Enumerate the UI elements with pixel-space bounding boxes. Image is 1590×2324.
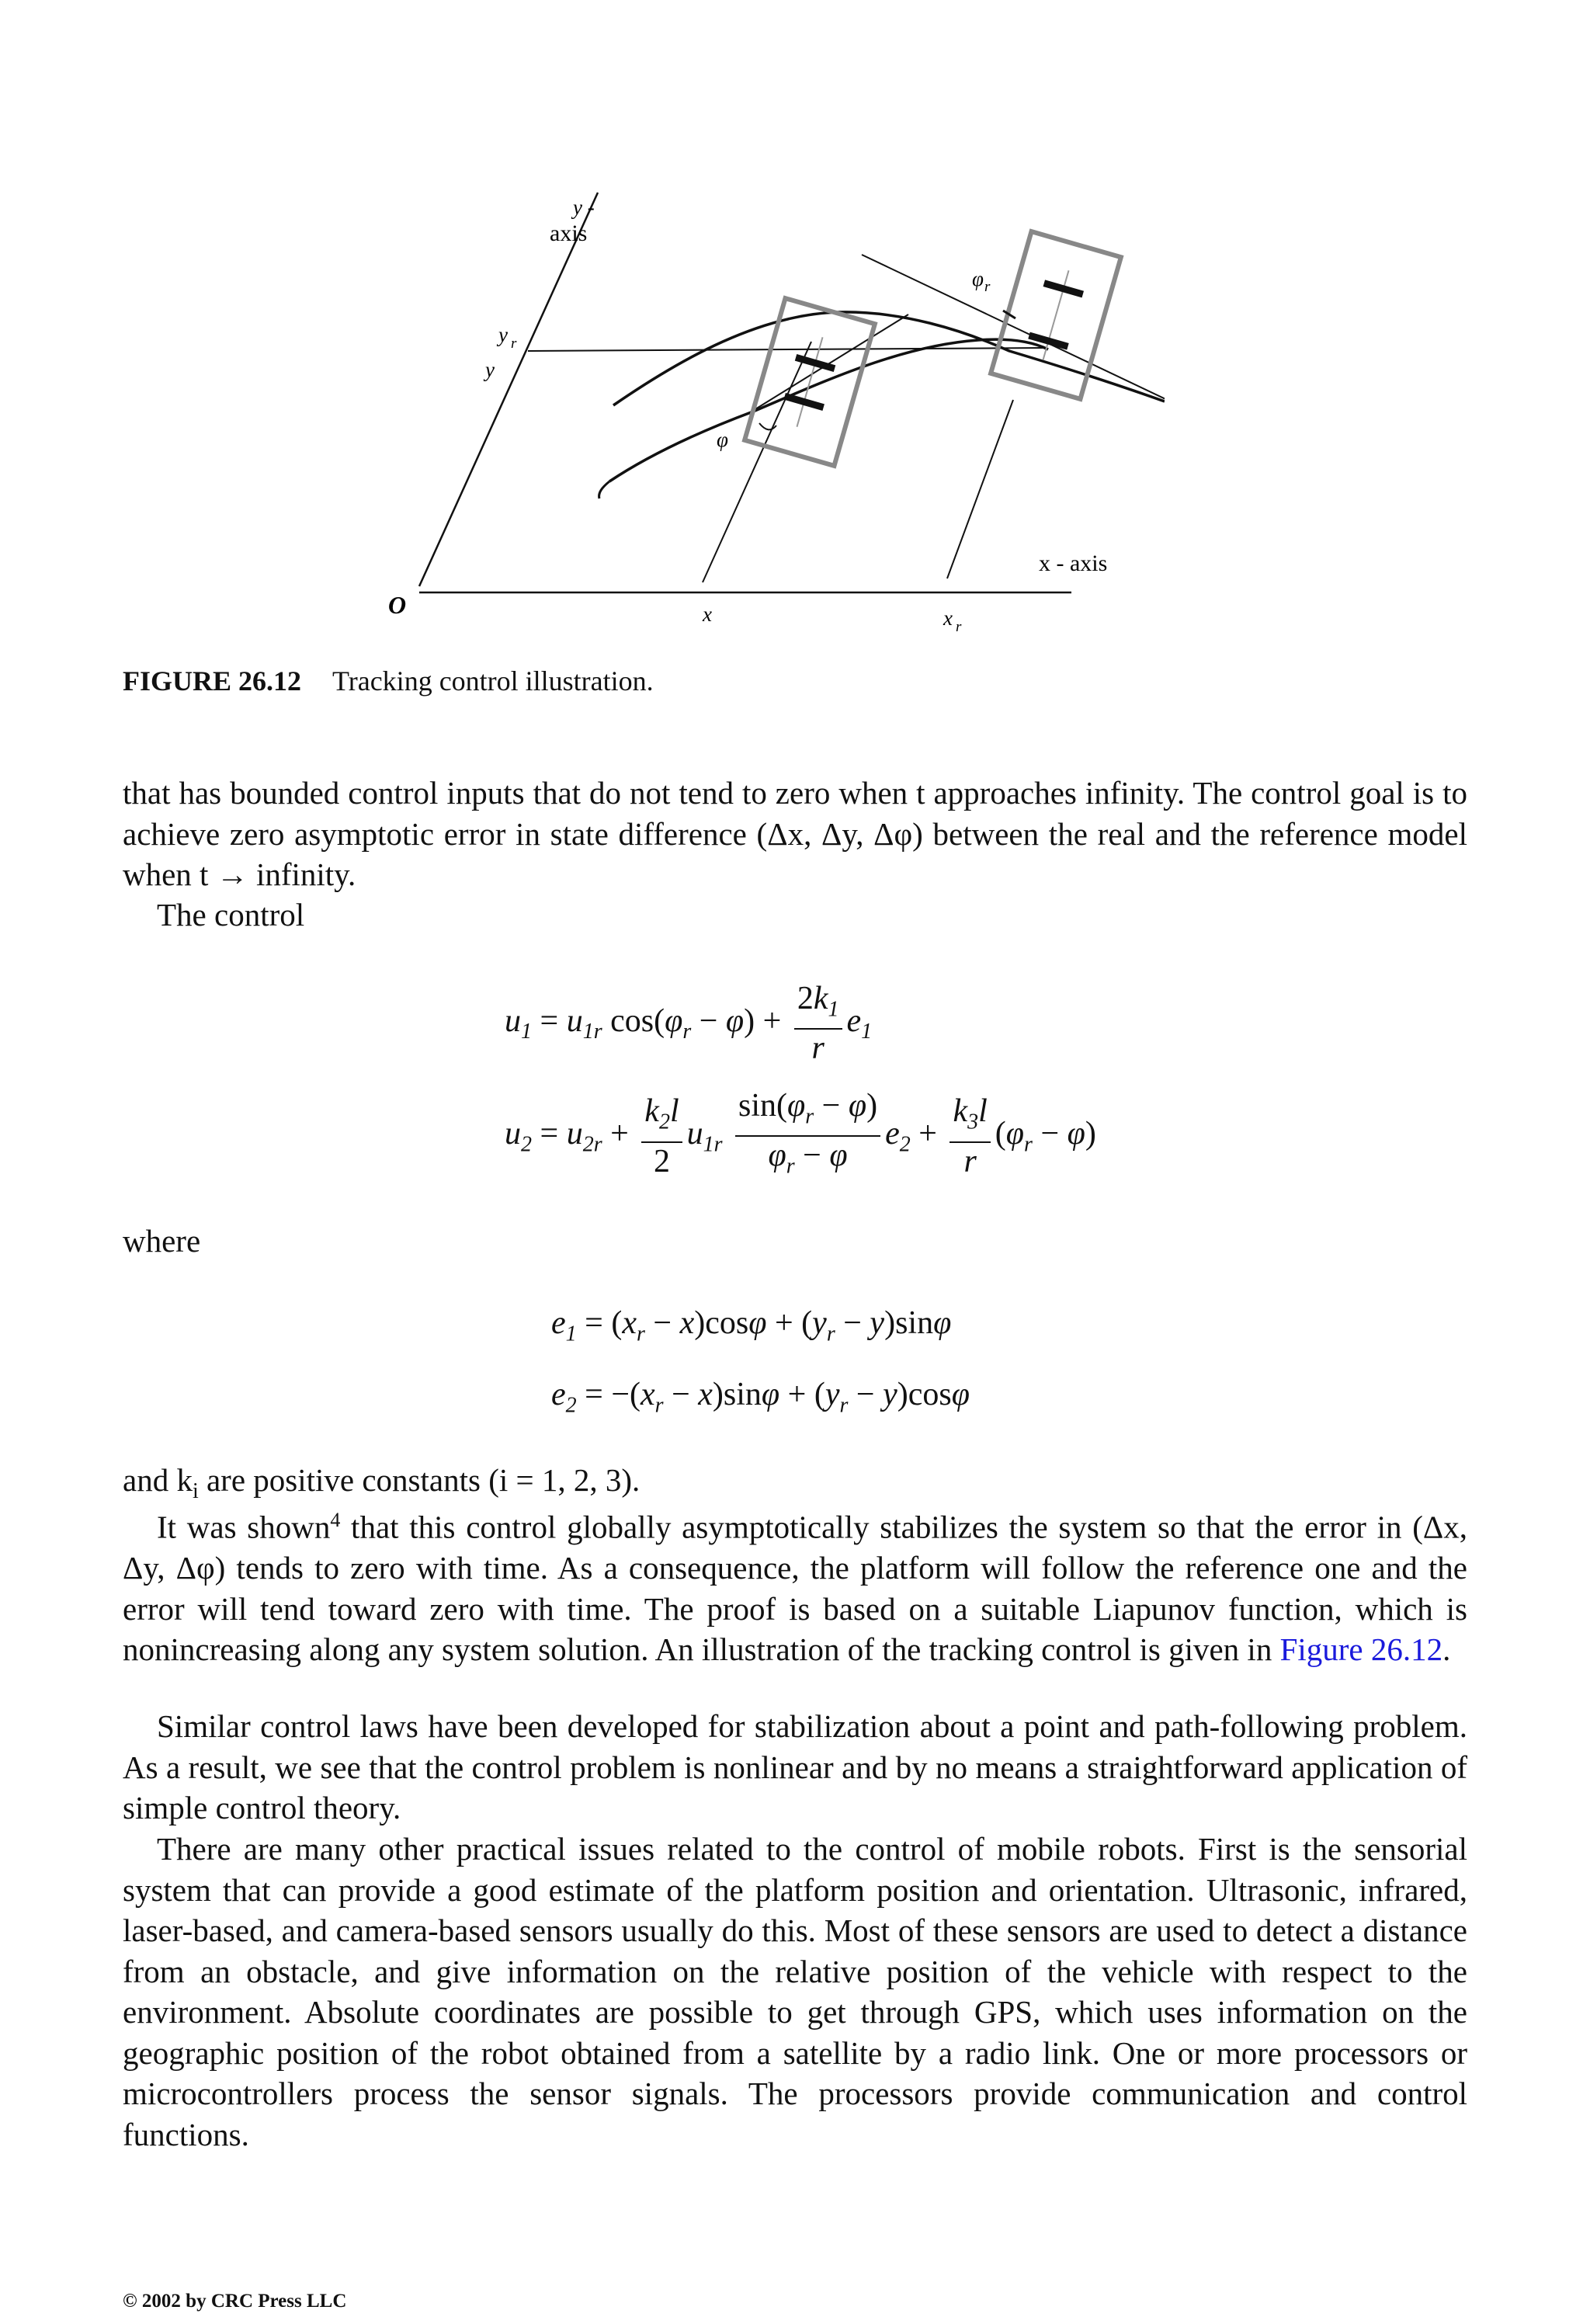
y-label: y [485,358,495,381]
figure-link[interactable]: Figure 26.12 [1279,1631,1443,1668]
x-label: x [703,603,712,626]
yr-label: y [498,323,508,346]
xr-label: x [943,606,953,630]
figure-caption-text: Tracking control illustration. [332,665,654,697]
xr-projection-line [947,400,1013,578]
constants-text: and k [123,1462,193,1498]
figure-number: FIGURE 26.12 [123,665,302,697]
y-axis-line [419,193,598,586]
phi-label: φ [717,428,728,451]
paragraph-the-control: The control [157,897,305,933]
yr-sub-label: r [511,335,517,352]
phir-sub-label: r [984,279,991,295]
yr-line [528,348,1044,351]
constants-subscript: i [192,1479,199,1504]
x-axis-label: x - axis [1039,551,1108,576]
stability-text-b: that this control globally asymptotically stabilizes the system so that the error in (Δx, Δy, Δφ) tends to zero with time. As a consequence, the platform will follow the reference one and the error will tend toward zero with time. The proof is based on a suitable Liapunov function, which is nonincreasing along any system solution. An illustration of the tracking control is given in [123,1509,1467,1668]
paragraph-where: where [123,1223,201,1259]
paragraph-practical-issues: There are many other practical issues related to the control of mobile robots. First is the sensorial system that can provide a good estimate of the platform position and orientation. Ultrasonic, infrared, laser-based, and camera-based sensors usually do this. Most of these sensors are used to detect a distance from an obstacle, and give information on the relative position of the vehicle with respect to the environment. Absolute coordinates are possible to get through GPS, which uses information on the geographic position of the robot obtained from a satellite by a radio link. One or more processors or microcontrollers process the sensor signals. The processors provide communication and control functions. [123,1831,1467,2152]
origin-label: O [388,591,407,619]
robot-trajectory [609,339,1048,481]
paragraph-similar-laws: Similar control laws have been developed for stabilization about a point and path-following problem. As a result, we see that the control problem is nonlinear and by no means a straightforward application of simple control theory. [123,1708,1467,1826]
paragraph-control-goal: that has bounded control inputs that do not tend to zero when t approaches infinity. The control goal is to achieve zero asymptotic error in state difference (Δx, Δy, Δφ) between the real and the reference model when t → infinity. [123,775,1467,892]
reference-heading-line [862,255,1165,412]
phir-label: φ [972,267,984,290]
stability-text-a: It was shown [157,1509,331,1545]
equation-u2: $u_2 = u_{2r}$ + $\frac{k_2l}{2}$ $u_{1r}$ $\frac{\sin(\varphi_r - \varphi)}{\varphi_r - \varphi}$ $e_2$ + $\frac{k_3l}{r}$ $(\varphi_r - \varphi)$ [505,1088,1096,1179]
copyright-footer: © 2002 by CRC Press LLC [123,2291,347,2312]
figure-caption [123,665,654,697]
robot-platform [745,298,875,466]
y-axis-label-2: axis [550,221,588,246]
x-projection-line [703,342,811,582]
reference-superscript: 4 [330,1509,341,1531]
equation-u1: $u_1 = u_{1r}$ $\cos(\varphi_r - \varphi)$ + $\frac{2k_1}{r}$ $e_1$ [505,981,873,1067]
equation-e1: $e_1 = (x_r - x)\cos\varphi + (y_r - y)\sin\varphi$ [551,1305,952,1346]
xr-sub-label: r [956,619,962,635]
y-axis-label: y - [573,196,595,219]
stability-text-end: . [1442,1631,1451,1668]
constants-text-2: are positive constants (i = 1, 2, 3). [198,1462,641,1498]
equation-e2: $e_2 = -(x_r - x)\sin\varphi + (y_r - y)\cos\varphi$ [551,1377,970,1418]
tracking-control-figure [388,179,1165,644]
robot-trajectory-tail [599,481,609,498]
paragraph-stability [123,1500,1467,1670]
